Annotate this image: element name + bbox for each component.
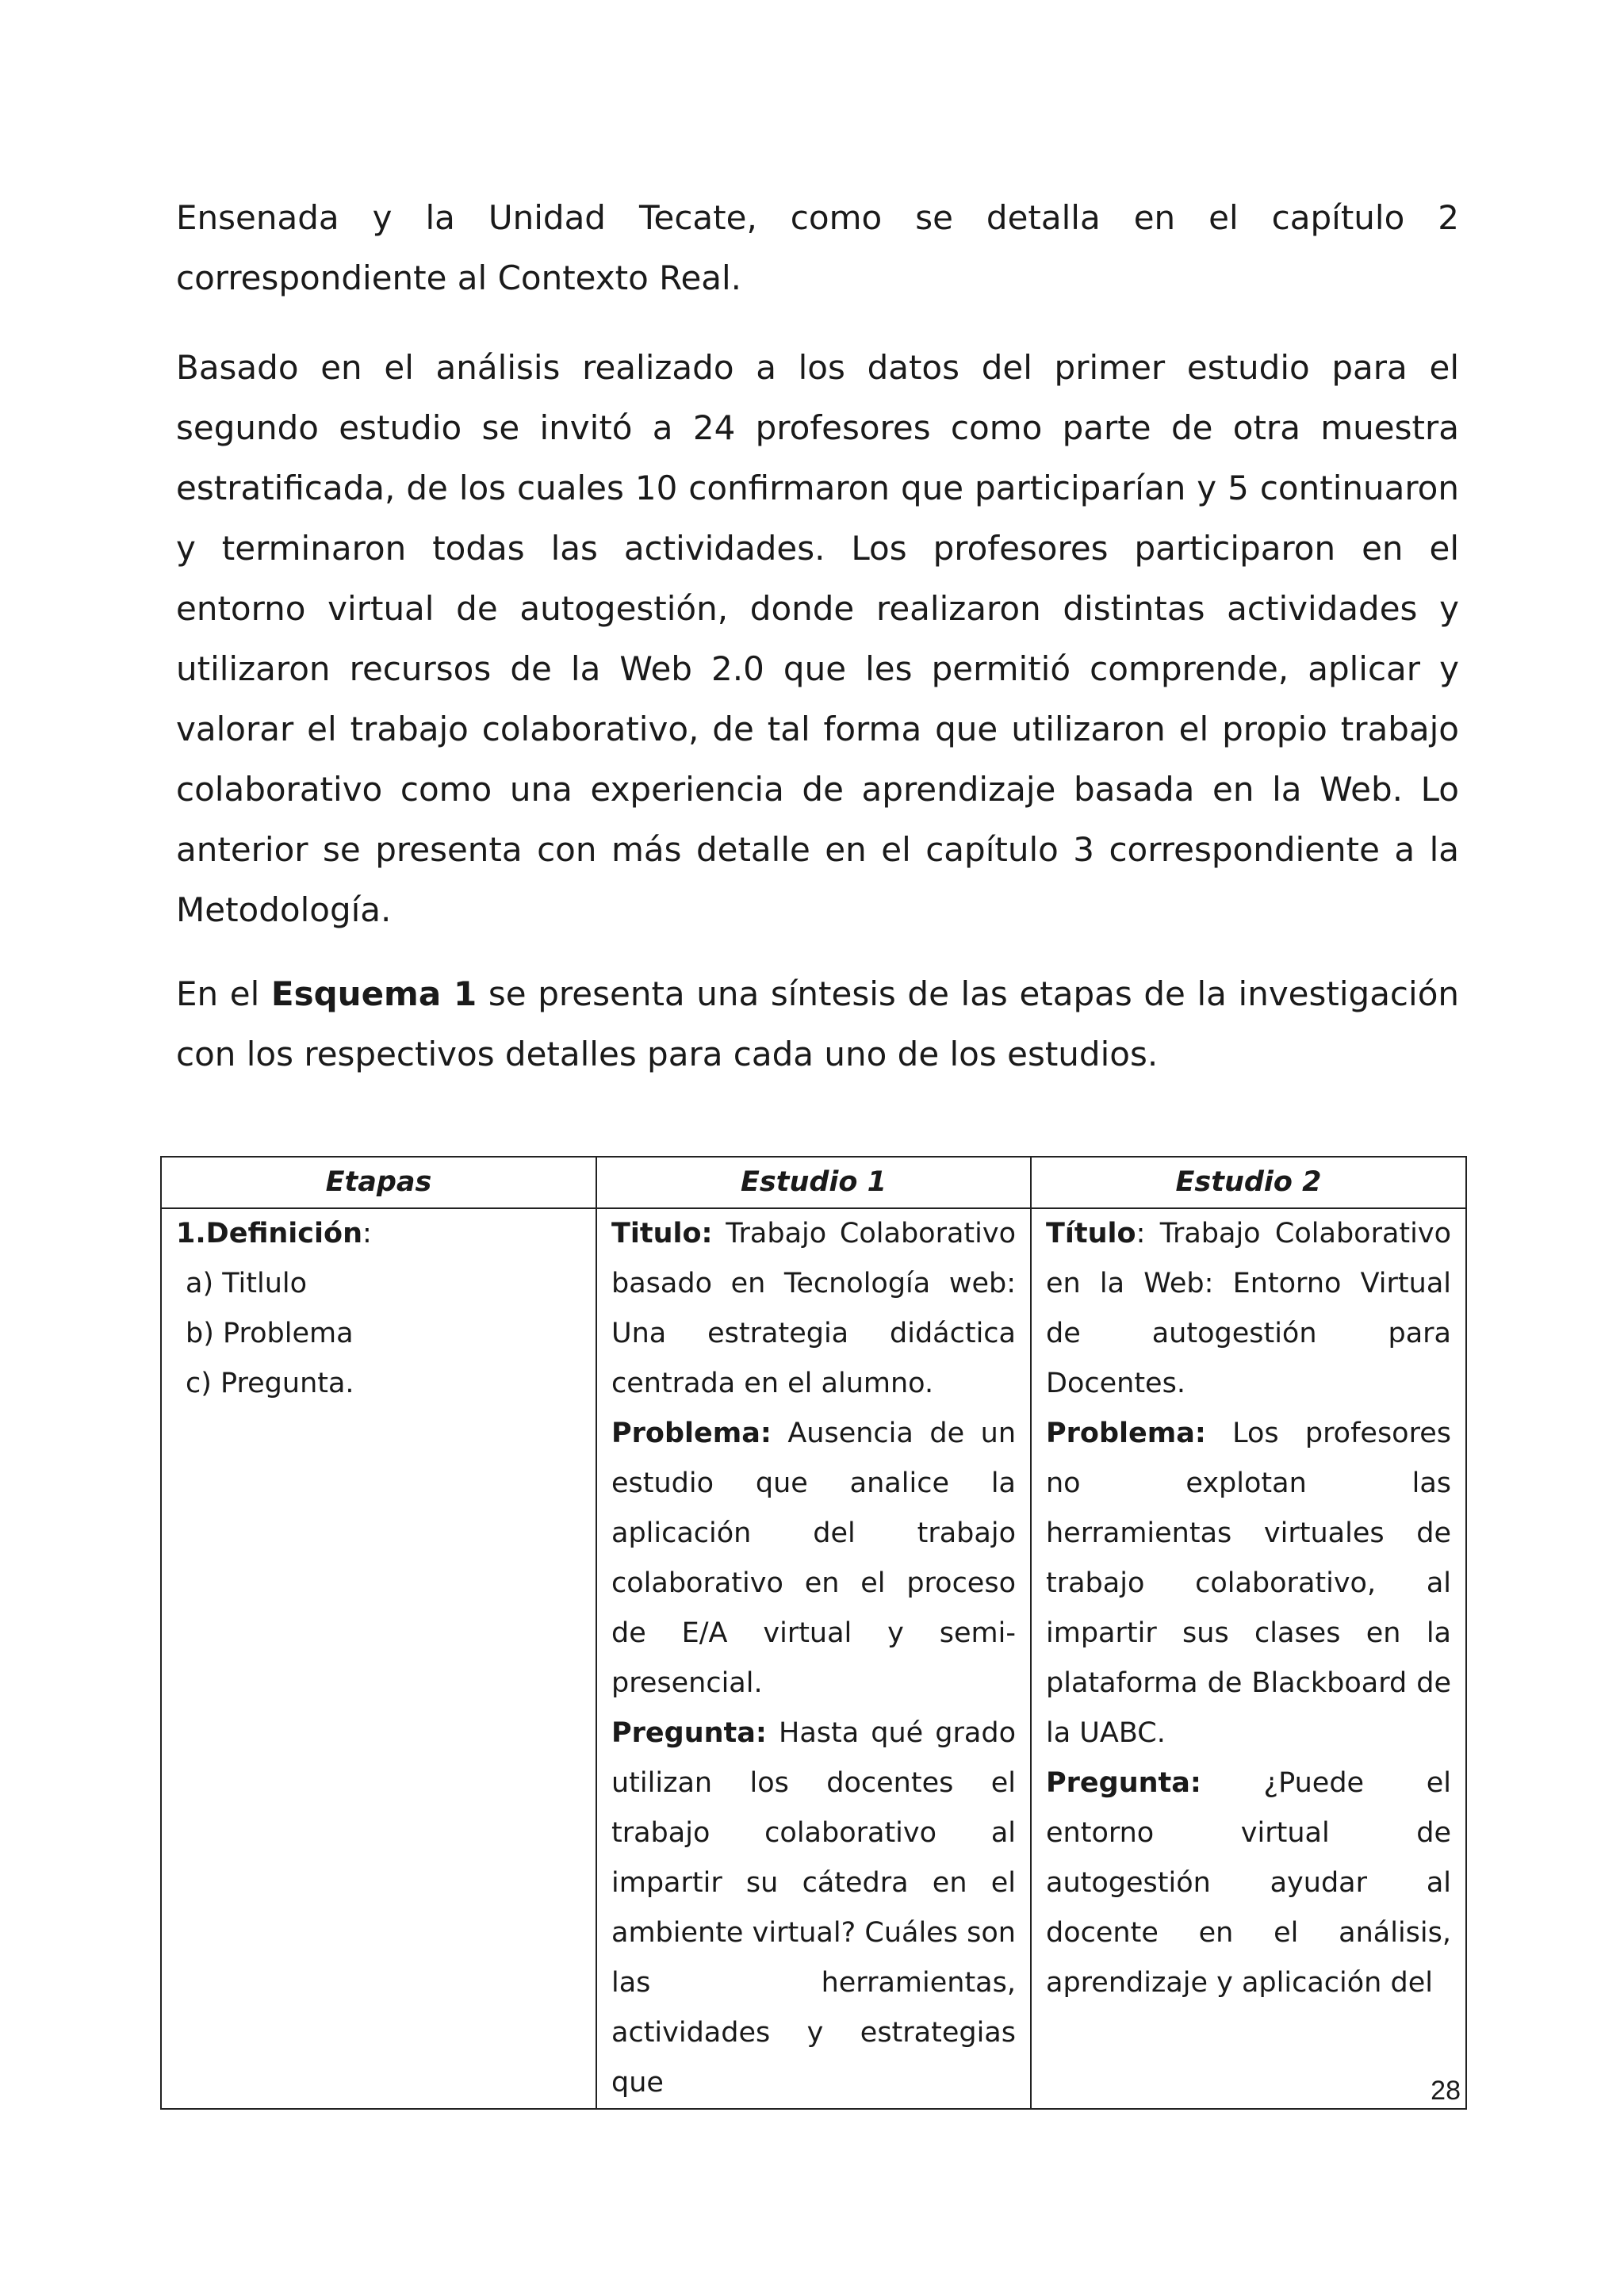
- estudio-2-problema-text: Los profesores no explotan las herramientas virtuales de trabajo colaborativo, al impartir sus clases en la plataforma de Blackboard de la UABC.: [1046, 1418, 1451, 1749]
- p3-after: se presenta una síntesis de las etapas de la investigación con los respectivos detalles para cada uno de los estudios.: [176, 974, 1460, 1073]
- etapa-title-colon: :: [362, 1218, 372, 1249]
- paragraph-esquema-intro: [176, 964, 1459, 1085]
- header-estudio-1: Estudio 1: [596, 1157, 1031, 1208]
- estudio-1-cell: [596, 1208, 1031, 2109]
- estudio-1-titulo-label: Titulo:: [611, 1218, 713, 1249]
- p3-before: En el: [176, 974, 271, 1013]
- esquema-table: [160, 1156, 1467, 2110]
- paragraph-context: Ensenada y la Unidad Tecate, como se detalla en el capítulo 2 correspondiente al Contexto Real.: [176, 198, 1459, 297]
- page-number: 28: [1431, 2076, 1461, 2106]
- estudio-2-pregunta: [1046, 1758, 1451, 2008]
- estudio-1-titulo-text: Trabajo Colaborativo basado en Tecnología web: Una estrategia didáctica centrada en el alumno.: [611, 1218, 1016, 1399]
- estudio-2-cell: [1031, 1208, 1466, 2109]
- etapa-title: [176, 1209, 581, 1259]
- estudio-1-pregunta: [611, 1709, 1016, 2108]
- table-header-row: [161, 1157, 1466, 1208]
- etapas-cell: [161, 1208, 596, 2109]
- paragraph-second-study: Basado en el análisis realizado a los datos del primer estudio para el segundo estudio se invitó a 24 profesores como parte de otra muestra estratificada, de los cuales 10 confirmaron que participarían y 5 continuaron y terminaron todas las actividades. Los profesores participaron en el entorno virtual de autogestión, donde realizaron distintas actividades y utilizaron recursos de la Web 2.0 que les permitió comprende, aplicar y valorar el trabajo colaborativo, de tal forma que utilizaron el propio trabajo colaborativo como una experiencia de aprendizaje basada en la Web. Lo anterior se presenta con más detalle en el capítulo 3 correspondiente a la Metodología.: [176, 348, 1459, 929]
- estudio-2-titulo-text: : Trabajo Colaborativo en la Web: Entorno Virtual de autogestión para Docentes.: [1046, 1218, 1451, 1399]
- etapa-item-titulo: a) Titlulo: [186, 1268, 308, 1299]
- estudio-2-problema: [1046, 1409, 1451, 1758]
- table-row: [161, 1208, 1466, 2109]
- estudio-2-titulo: [1046, 1209, 1451, 1409]
- estudio-2-titulo-label: Título: [1046, 1218, 1136, 1249]
- estudio-1-pregunta-text: Hasta qué grado utilizan los docentes el trabajo colaborativo al impartir su cátedra en el ambiente virtual? Cuáles son las herramientas, actividades y estrategias que: [611, 1717, 1016, 2099]
- estudio-1-problema: [611, 1409, 1016, 1709]
- etapa-title-text: 1.Definición: [176, 1218, 363, 1249]
- estudio-2-pregunta-label: Pregunta:: [1046, 1767, 1201, 1799]
- esquema-reference: Esquema 1: [270, 974, 477, 1013]
- estudio-1-problema-text: Ausencia de un estudio que analice la aplicación del trabajo colaborativo en el proceso de E/A virtual y semi-presencial.: [611, 1418, 1016, 1699]
- etapa-item-pregunta: c) Pregunta.: [186, 1368, 354, 1399]
- etapa-item-problema: b) Problema: [186, 1318, 354, 1349]
- header-estudio-2: Estudio 2: [1031, 1157, 1466, 1208]
- header-etapas: Etapas: [161, 1157, 596, 1208]
- estudio-1-problema-label: Problema:: [611, 1418, 772, 1449]
- estudio-1-pregunta-label: Pregunta:: [611, 1717, 767, 1749]
- estudio-1-titulo: [611, 1209, 1016, 1409]
- estudio-2-problema-label: Problema:: [1046, 1418, 1206, 1449]
- estudio-2-pregunta-text: ¿Puede el entorno virtual de autogestión ayudar al docente en el análisis, aprendizaje y aplicación del: [1046, 1767, 1451, 1999]
